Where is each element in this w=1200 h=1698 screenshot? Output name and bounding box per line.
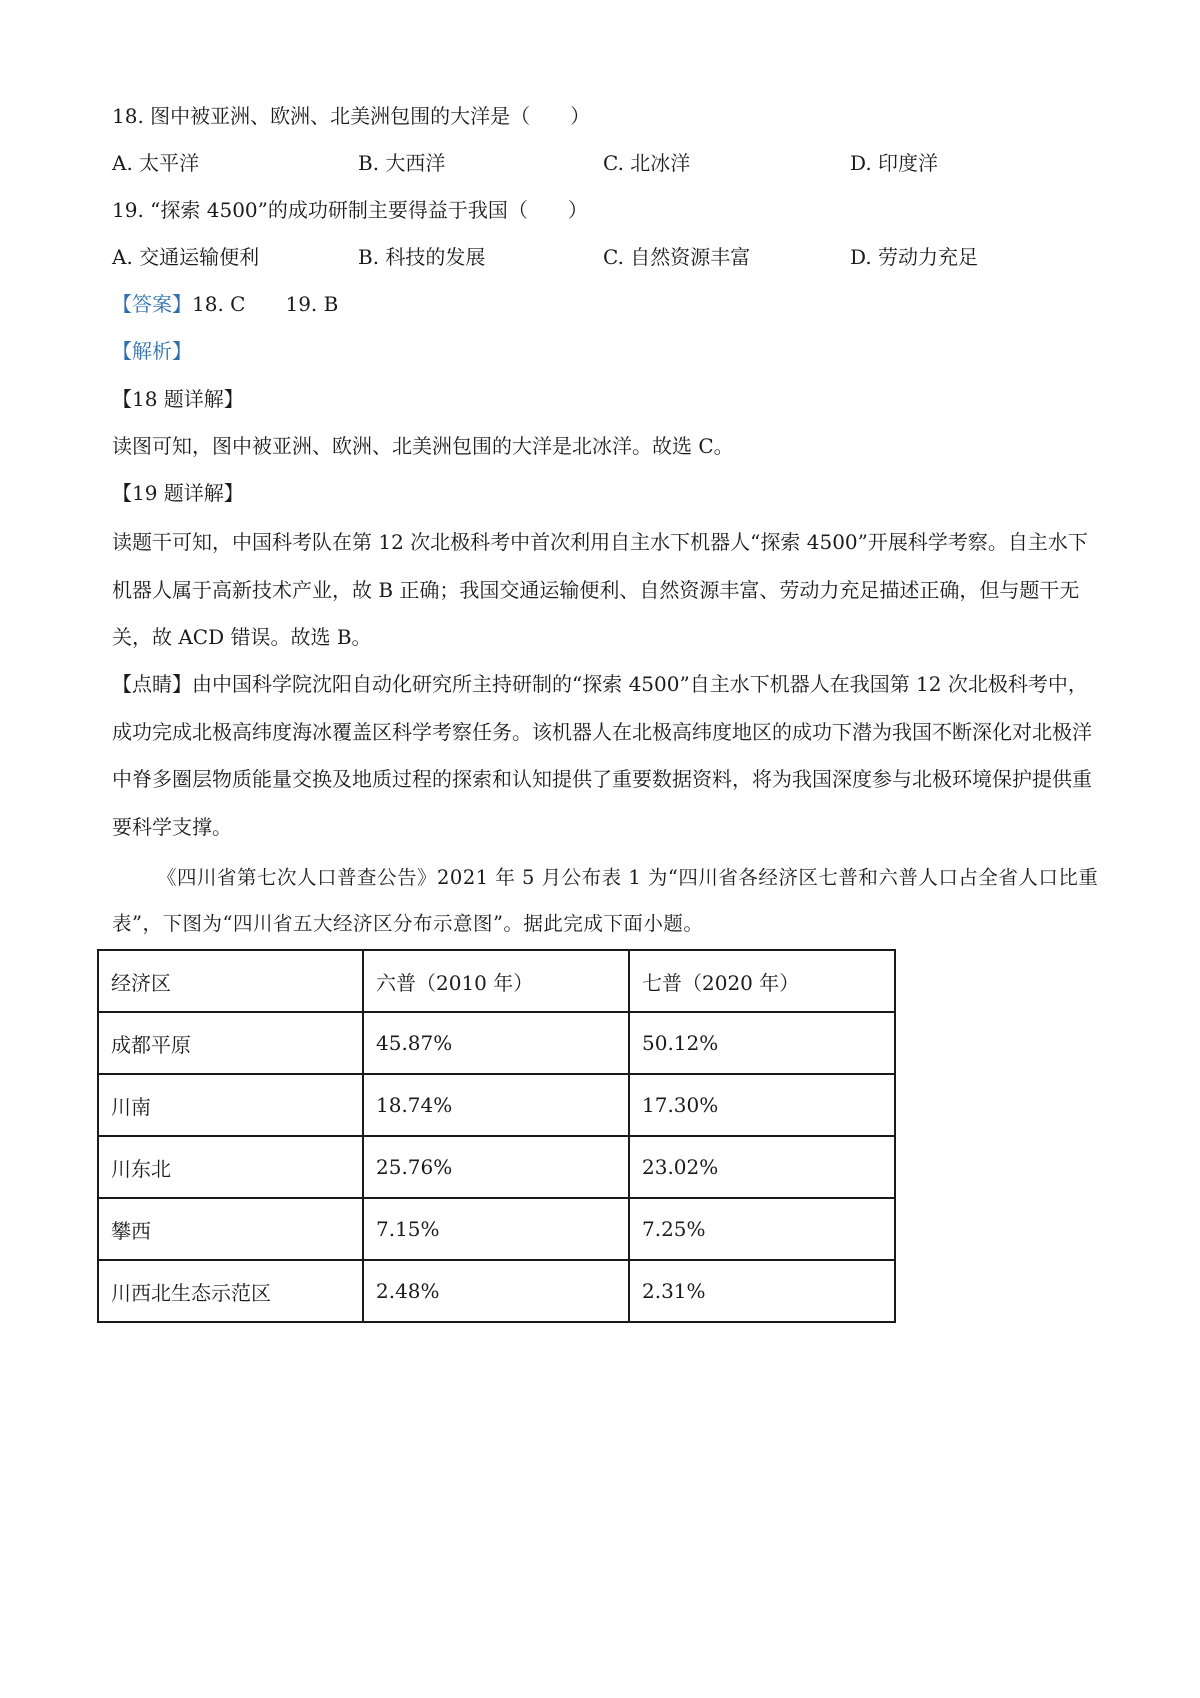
table-row: [98, 1198, 895, 1260]
table-row: [98, 1074, 895, 1136]
table-row: [98, 1012, 895, 1074]
intro-paragraph: 《四川省第七次人口普查公告》2021 年 5 月公布表 1 为“四川省各经济区七普和六普人口占全省人口比重表”，下图为“四川省五大经济区分布示意图”。据此完成下面小题。: [112, 866, 1099, 935]
population-table: [97, 949, 896, 1323]
table-row: [98, 1136, 895, 1198]
q18-detail-heading: 【18 题详解】: [112, 387, 244, 411]
region-name: 攀西: [98, 1198, 363, 1260]
q18-option-c: C. 北冰洋: [603, 151, 691, 175]
seventh-census-value: 50.12%: [629, 1012, 895, 1074]
q19-option-d: D. 劳动力充足: [850, 245, 979, 269]
answer-text: 18. C 19. B: [192, 292, 339, 316]
sixth-census-value: 2.48%: [363, 1260, 629, 1322]
analysis-label: 【解析】: [112, 339, 192, 363]
seventh-census-value: 17.30%: [629, 1074, 895, 1136]
q19-detail-heading: 【19 题详解】: [112, 481, 244, 505]
header-seventh-census: 七普（2020 年）: [629, 950, 895, 1012]
answer-label: 【答案】: [112, 292, 192, 316]
q19-stem: 19. “探索 4500”的成功研制主要得益于我国（ ）: [112, 198, 588, 222]
table-row: [98, 1260, 895, 1322]
region-name: 成都平原: [98, 1012, 363, 1074]
q18-option-a: A. 太平洋: [112, 151, 200, 175]
sixth-census-value: 45.87%: [363, 1012, 629, 1074]
sixth-census-value: 18.74%: [363, 1074, 629, 1136]
note-label: 【点睛】: [112, 672, 192, 696]
region-name: 川西北生态示范区: [98, 1260, 363, 1322]
q19-detail-text: 读题干可知，中国科考队在第 12 次北极科考中首次利用自主水下机器人“探索 4500”开展科学考察。自主水下机器人属于高新技术产业，故 B 正确；我国交通运输便利、自然资源丰富、劳动力充足描述正确，但与题干无关，故 ACD 错误。故选 B。: [112, 530, 1088, 649]
region-name: 川东北: [98, 1136, 363, 1198]
q18-option-b: B. 大西洋: [358, 151, 446, 175]
answer-line: [112, 292, 338, 316]
q18-detail-text: 读图可知，图中被亚洲、欧洲、北美洲包围的大洋是北冰洋。故选 C。: [112, 434, 734, 458]
seventh-census-value: 7.25%: [629, 1198, 895, 1260]
q19-option-a: A. 交通运输便利: [112, 245, 260, 269]
q19-option-b: B. 科技的发展: [358, 245, 486, 269]
table-header-row: [98, 950, 895, 1012]
sixth-census-value: 25.76%: [363, 1136, 629, 1198]
header-region: 经济区: [98, 950, 363, 1012]
seventh-census-value: 23.02%: [629, 1136, 895, 1198]
note-text: 由中国科学院沈阳自动化研究所主持研制的“探索 4500”自主水下机器人在我国第 12 次北极科考中，成功完成北极高纬度海冰覆盖区科学考察任务。该机器人在北极高纬度地区的成功下潜为我国不断深化对北极洋中脊多圈层物质能量交换及地质过程的探索和认知提供了重要数据资料，将为我国深度参与北极环境保护提供重要科学支撑。: [112, 672, 1092, 839]
header-sixth-census: 六普（2010 年）: [363, 950, 629, 1012]
q19-option-c: C. 自然资源丰富: [603, 245, 751, 269]
seventh-census-value: 2.31%: [629, 1260, 895, 1322]
q18-option-d: D. 印度洋: [850, 151, 939, 175]
region-name: 川南: [98, 1074, 363, 1136]
q18-stem: 18. 图中被亚洲、欧洲、北美洲包围的大洋是（ ）: [112, 104, 591, 128]
sixth-census-value: 7.15%: [363, 1198, 629, 1260]
note-paragraph: [112, 661, 1102, 851]
